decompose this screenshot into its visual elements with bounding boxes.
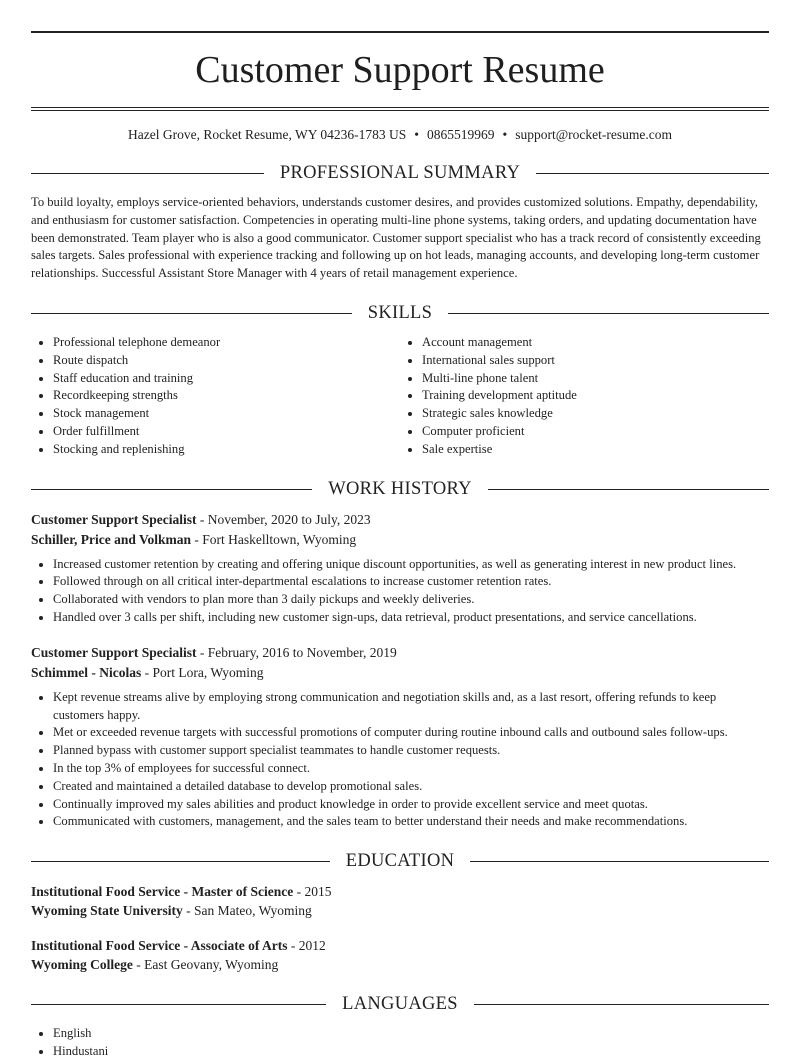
- skill-item: • Recordkeeping strengths: [53, 387, 400, 405]
- job-dates: - November, 2020 to July, 2023: [196, 511, 371, 527]
- education-year: - 2015: [293, 884, 332, 900]
- section-title: LANGUAGES: [342, 994, 458, 1015]
- education-degree: Institutional Food Service - Associate of Arts: [31, 938, 288, 954]
- job-bullet: • Handled over 3 calls per shift, including new customer sign-ups, data retrieval, product presentations, and service cancellations.: [53, 609, 769, 627]
- education-year: - 2012: [287, 938, 326, 954]
- section-title: EDUCATION: [345, 851, 455, 872]
- job-bullets: [31, 556, 769, 627]
- job-bullet: • Communicated with customers, management, and the sales team to better understand their needs and make recommendations.: [53, 813, 769, 831]
- skills-heading: [31, 303, 769, 324]
- job-location: - Fort Haskelltown, Wyoming: [191, 531, 357, 547]
- job-bullet: • Increased customer retention by creating and offering unique discount opportunities, as well as generating interest in new product lines.: [53, 556, 769, 574]
- heading-rule: [31, 861, 330, 862]
- job-entry: [31, 510, 769, 627]
- skill-item: • Computer proficient: [422, 423, 769, 441]
- education-school-line: [31, 901, 769, 920]
- education-school: Wyoming College: [31, 957, 133, 973]
- job-bullet: • Created and maintained a detailed database to develop promotional sales.: [53, 778, 769, 796]
- education-degree-line: [31, 936, 769, 955]
- section-title: WORK HISTORY: [328, 478, 472, 499]
- heading-rule: [448, 313, 769, 314]
- job-bullet: • In the top 3% of employees for successful connect.: [53, 760, 769, 778]
- languages-heading: [31, 994, 769, 1015]
- heading-rule: [474, 1004, 769, 1005]
- skill-item: • Order fulfillment: [53, 423, 400, 441]
- top-rule: [31, 31, 769, 33]
- job-title-line: [31, 643, 769, 663]
- job-entry: [31, 643, 769, 831]
- education-location: - San Mateo, Wyoming: [182, 903, 312, 919]
- job-bullet: • Met or exceeded revenue targets with successful promotions of computer during routine inbound calls and outbound sales follow-ups.: [53, 724, 769, 742]
- job-title: Customer Support Specialist: [31, 644, 197, 660]
- resume-page: [31, 0, 769, 1061]
- skill-item: • Stocking and replenishing: [53, 441, 400, 459]
- education-school: Wyoming State University: [31, 903, 183, 919]
- skill-item: • Route dispatch: [53, 352, 400, 370]
- summary-heading: [31, 163, 769, 184]
- language-item: • English: [53, 1025, 769, 1043]
- skills-list-left: [31, 334, 400, 459]
- contact-line: [31, 127, 769, 143]
- skill-item: • Stock management: [53, 405, 400, 423]
- skill-item: • Multi-line phone talent: [422, 370, 769, 388]
- resume-title: Customer Support Resume: [195, 49, 605, 91]
- job-bullet: • Followed through on all critical inter-departmental escalations to increase customer retention rates.: [53, 573, 769, 591]
- education-degree-line: [31, 882, 769, 901]
- education-degree: Institutional Food Service - Master of Science: [31, 884, 294, 900]
- education-school-line: [31, 955, 769, 974]
- heading-rule: [31, 173, 264, 174]
- language-item: • Hindustani: [53, 1043, 769, 1061]
- languages-list: [31, 1025, 769, 1061]
- job-company: Schiller, Price and Volkman: [31, 531, 192, 547]
- skill-item: • Sale expertise: [422, 441, 769, 459]
- contact-address: Hazel Grove, Rocket Resume, WY 04236-1783 US: [128, 127, 407, 142]
- heading-rule: [470, 861, 769, 862]
- education-location: - East Geovany, Wyoming: [132, 957, 279, 973]
- heading-rule: [536, 173, 769, 174]
- heading-rule: [31, 313, 352, 314]
- skills-columns: [31, 334, 769, 459]
- heading-rule: [31, 1004, 326, 1005]
- skill-item: • International sales support: [422, 352, 769, 370]
- contact-separator: •: [502, 127, 508, 142]
- skill-item: • Account management: [422, 334, 769, 352]
- job-company-line: [31, 530, 769, 550]
- contact-phone[interactable]: 0865519969: [426, 127, 495, 142]
- job-title-line: [31, 510, 769, 530]
- contact-email[interactable]: support@rocket-resume.com: [515, 127, 672, 142]
- job-company: Schimmel - Nicolas: [31, 664, 142, 680]
- job-company-line: [31, 663, 769, 683]
- job-bullet: • Collaborated with vendors to plan more than 3 daily pickups and weekly deliveries.: [53, 591, 769, 609]
- heading-rule: [488, 489, 769, 490]
- education-heading: [31, 851, 769, 872]
- skill-item: • Professional telephone demeanor: [53, 334, 400, 352]
- job-location: - Port Lora, Wyoming: [141, 664, 264, 680]
- job-title: Customer Support Specialist: [31, 511, 197, 527]
- heading-rule: [31, 489, 312, 490]
- contact-separator: •: [414, 127, 419, 142]
- education-entry: [31, 882, 769, 920]
- education-entry: [31, 936, 769, 974]
- title-double-rule: [31, 107, 769, 111]
- work-heading: [31, 479, 769, 500]
- skill-item: • Strategic sales knowledge: [422, 405, 769, 423]
- section-title: SKILLS: [367, 302, 433, 323]
- skill-item: • Staff education and training: [53, 370, 400, 388]
- summary-text: To build loyalty, employs service-oriented behaviors, understands customer desires, and provides customized solutions. Empathy, dependability, and enthusiasm for customer satisfaction. Competencies in operating multi-line phone systems, taking orders, and updating documentation have been demonstrated. Team player who is also a good communicator. Customer support specialist who has a track record of consistently exceeding sales targets. Sales professional with experience tracking and following up on hot leads, managing accounts, and developing long-term customer relationships. Successful Assistant Store Manager with 4 years of retail management experience.: [31, 195, 761, 281]
- job-dates: - February, 2016 to November, 2019: [196, 644, 397, 660]
- section-title: PROFESSIONAL SUMMARY: [279, 163, 521, 183]
- skills-list-right: [400, 334, 769, 459]
- job-bullet: • Continually improved my sales abilities and product knowledge in order to provide excellent service and meet quotas.: [53, 796, 769, 814]
- job-bullet: • Planned bypass with customer support specialist teammates to handle customer requests.: [53, 742, 769, 760]
- job-bullets: [31, 689, 769, 831]
- skill-item: • Training development aptitude: [422, 387, 769, 405]
- job-bullet: • Kept revenue streams alive by employing strong communication and negotiation skills and, as a last resort, offering refunds to keep customers happy.: [53, 689, 769, 725]
